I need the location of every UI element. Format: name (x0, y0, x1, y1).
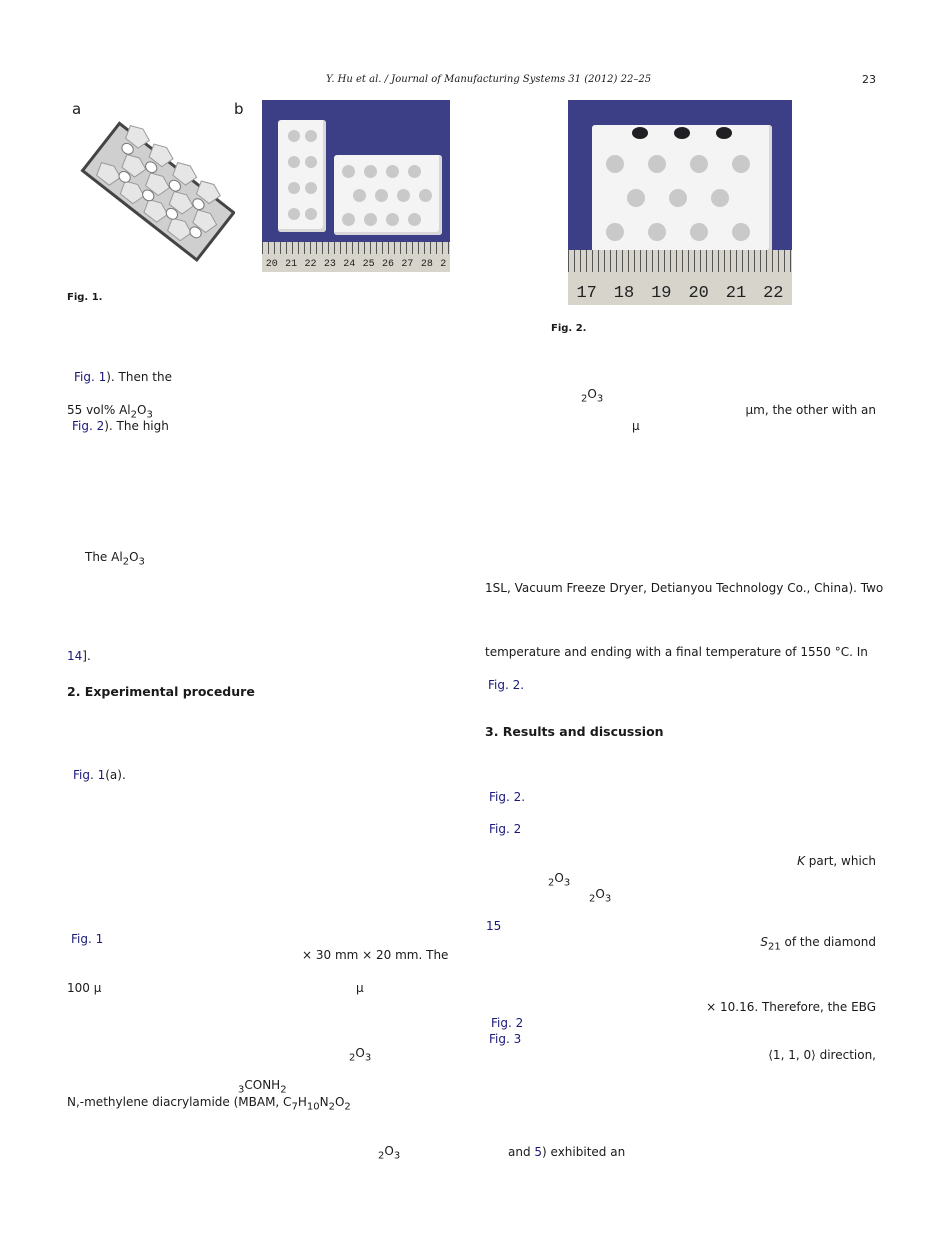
fig2-ref-2[interactable]: Fig. 2. (488, 678, 525, 692)
fig3-ref[interactable]: Fig. 3 (489, 1032, 522, 1046)
left-line-5: 14]. (67, 649, 91, 663)
lattice-drawing (70, 98, 235, 278)
figure-1a-label: a (72, 100, 82, 118)
left-line-9: 100 μ (67, 981, 102, 995)
left-line-8: × 30 mm × 20 mm. The (302, 948, 449, 962)
ref-15[interactable]: 15 (486, 919, 502, 933)
right-line-2: μm, the other with an (745, 403, 876, 417)
page-number: 23 (862, 73, 876, 86)
left-line-9-mu: μ (356, 981, 364, 995)
fig1-ref-2[interactable]: Fig. 1 (73, 768, 106, 782)
left-line-4: The $Al_2O_3$ (85, 550, 145, 568)
right-line-17: ⟨1, 1, 0⟩ direction, (768, 1048, 876, 1062)
left-line-1: Fig. 1). Then the (74, 370, 172, 384)
fig2-ref-1[interactable]: Fig. 2 (72, 419, 105, 433)
ruler-fig2: 17 18 19 20 21 22 (568, 250, 792, 305)
right-line-13: $S_{21}$ of the diamond (760, 935, 876, 953)
fig2-ref-4[interactable]: Fig. 2 (489, 822, 522, 836)
fig1-ref-3[interactable]: Fig. 1 (71, 932, 104, 946)
left-line-2: 55 vol% $Al_2O_3$ (67, 403, 153, 421)
left-line-10: $_2O_3$ (349, 1046, 372, 1064)
right-line-1: $_2O_3$ (581, 387, 604, 405)
ref-14[interactable]: 14 (67, 649, 83, 663)
left-line-12: N,-methylene diacrylamide (MBAM, $C_7H_{10}N_2O_2$ (67, 1095, 351, 1113)
figure-1b-photo (262, 100, 450, 272)
fig2-ref-3[interactable]: Fig. 2. (489, 790, 526, 804)
figure-1b-label: b (234, 100, 244, 118)
sample-block (592, 125, 772, 253)
running-title: Y. Hu et al. / Journal of Manufacturing Systems 31 (2012) 22–25 (326, 74, 652, 85)
left-line-6: Fig. 1(a). (73, 768, 126, 782)
right-line-11: $_2O_3$ (589, 887, 612, 905)
right-line-5: temperature and ending with a final temperature of 1550 °C. In (485, 645, 868, 659)
figure-2-photo (568, 100, 792, 305)
right-line-18: and 5) exhibited an (508, 1145, 626, 1159)
left-line-11: $_3CONH_2$ (238, 1078, 287, 1096)
figure-2-caption: Fig. 2. (551, 323, 587, 334)
right-line-10: $_2O_3$ (548, 871, 571, 889)
section-3-heading: 3. Results and discussion (485, 724, 664, 739)
right-line-3: μ (632, 419, 640, 433)
left-line-3: Fig. 2). The high (72, 419, 169, 433)
ref-5[interactable]: 5 (534, 1145, 543, 1159)
left-line-13: $_2O_3$ (378, 1144, 401, 1162)
figure-1-caption: Fig. 1. (67, 292, 103, 303)
ruler-fig1: 20 21 22 23 24 25 26 27 28 2 (262, 242, 450, 272)
figure-1a-lattice (70, 98, 235, 278)
right-line-4: 1SL, Vacuum Freeze Dryer, Detianyou Technology Co., China). Two (485, 581, 884, 595)
sample-flat (334, 155, 442, 235)
section-2-heading: 2. Experimental procedure (67, 684, 255, 699)
fig2-ref-5[interactable]: Fig. 2 (491, 1016, 524, 1030)
fig1-ref-1[interactable]: Fig. 1 (74, 370, 107, 384)
sample-upright (278, 120, 326, 232)
right-line-14: × 10.16. Therefore, the EBG (706, 1000, 876, 1014)
right-line-9: K part, which (797, 854, 876, 868)
